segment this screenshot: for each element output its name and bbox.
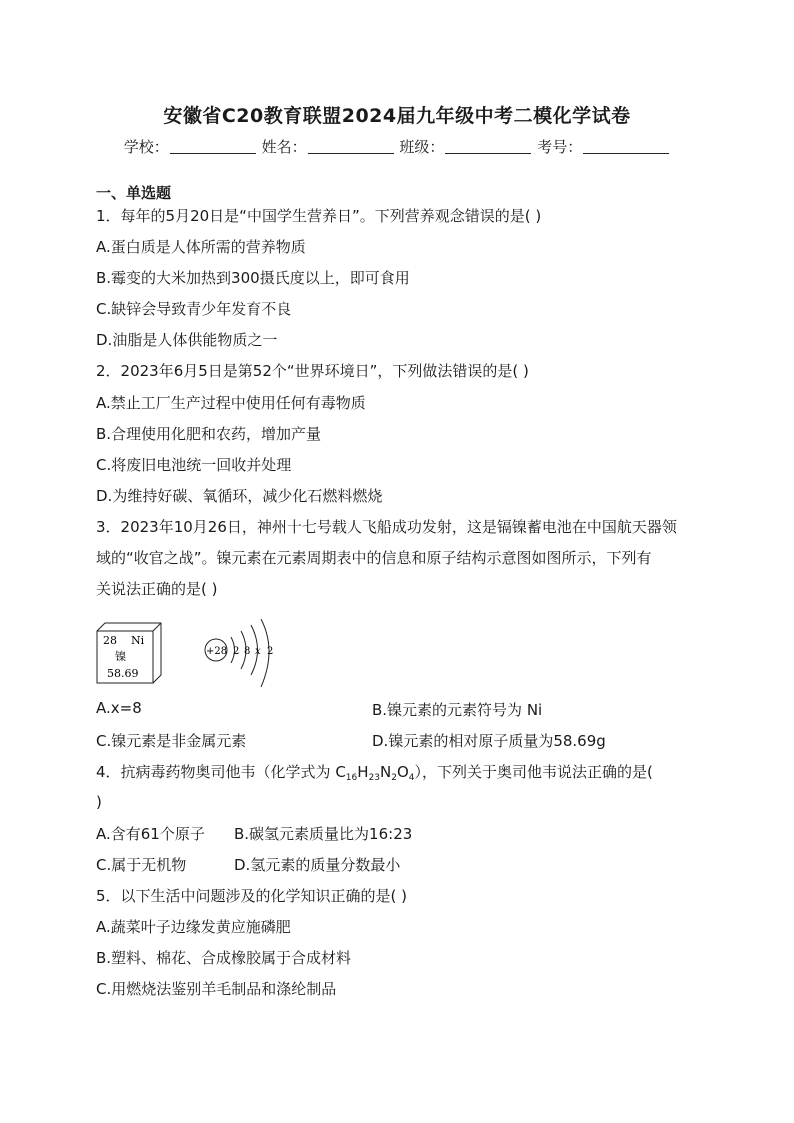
student-info-line [0,136,794,157]
q2-stem: 2．2023年6月5日是第52个“世界环境日”，下列做法错误的是( ) [96,362,529,380]
q5-option-c: C.用燃烧法鉴别羊毛制品和涤纶制品 [96,980,337,998]
q3-options-row1 [96,699,706,717]
q3-option-b: B.镍元素的元素符号为 Ni [372,701,543,719]
q1-option-b: B.霉变的大米加热到300摄氏度以上，即可食用 [96,269,410,287]
periodic-cell [97,623,161,683]
q3-option-a: A.x=8 [96,699,142,717]
q4-stem-pre: 4．抗病毒药物奥司他韦（化学式为 C [96,763,346,781]
q4-sub-h: 23 [368,773,380,783]
q4-option-d: D.氢元素的质量分数最小 [234,856,401,874]
nickel-figure [93,619,293,691]
q2-option-a: A.禁止工厂生产过程中使用任何有毒物质 [96,394,366,412]
q5-stem: 5．以下生活中问题涉及的化学知识正确的是( ) [96,887,408,905]
q4-stem-post: ），下列关于奥司他韦说法正确的是( [414,763,653,781]
q3-options-row2 [96,730,706,751]
q4-h: H [357,763,369,781]
q1-stem: 1．每年的5月20日是“中国学生营养日”。下列营养观念错误的是( ) [96,207,542,225]
class-blank[interactable] [445,139,531,154]
name-label: 姓名： [261,138,307,156]
q1-option-a: A.蛋白质是人体所需的营养物质 [96,238,306,256]
q3-stem-line3: 关说法正确的是( ) [96,580,218,598]
school-label: 学校： [123,138,169,156]
q4-option-b: B.碳氢元素质量比为16:23 [234,825,413,843]
q4-stem [96,761,706,783]
element-symbol: Ni [131,634,145,647]
q3-stem-line2: 域的“收官之战”。镍元素在元素周期表中的信息和原子结构示意图如图所示，下列有 [96,549,652,567]
atomic-mass: 58.69 [107,667,139,680]
q4-option-a: A.含有61个原子 [96,825,205,843]
q5-option-b: B.塑料、棉花、合成橡胶属于合成材料 [96,949,352,967]
nuclear-charge: +28 [206,646,228,657]
q4-n: N [379,763,392,781]
shell-2-electrons: 8 [244,646,251,657]
name-blank[interactable] [308,139,394,154]
q2-option-c: C.将废旧电池统一回收并处理 [96,456,292,474]
shell-4-electrons: 2 [267,646,274,657]
q3-option-c: C.镍元素是非金属元素 [96,732,247,750]
atomic-structure [205,619,273,687]
q4-sub-c: 16 [345,773,358,783]
exam-title: 安徽省C20教育联盟2024届九年级中考二模化学试卷 [163,105,631,127]
q5-option-a: A.蔬菜叶子边缘发黄应施磷肥 [96,918,291,936]
id-label: 考号： [537,138,583,156]
q3-option-d: D.镍元素的相对原子质量为58.69g [372,732,606,750]
q2-option-b: B.合理使用化肥和农药，增加产量 [96,425,322,443]
q3-stem-line1: 3．2023年10月26日，神州十七号载人飞船成功发射，这是镉镍蓄电池在中国航天器领 [96,518,677,536]
q1-option-d: D.油脂是人体供能物质之一 [96,331,278,349]
q4-sub-n: 2 [391,773,397,783]
q4-sub-o: 4 [408,773,415,783]
shell-1-electrons: 2 [233,646,240,657]
atomic-number: 28 [103,634,117,647]
q2-option-d: D.为维持好碳、氧循环，减少化石燃料燃烧 [96,487,383,505]
q4-stem-line2: ) [96,793,102,811]
q4-o: O [396,763,409,781]
q1-option-c: C.缺锌会导致青少年发育不良 [96,300,292,318]
school-blank[interactable] [170,139,256,154]
q4-option-c: C.属于无机物 [96,856,187,874]
element-name: 镍 [115,650,126,663]
id-blank[interactable] [583,139,669,154]
shell-3-electrons: x [255,646,261,657]
section-heading: 一、单选题 [96,184,172,202]
q4-options-row1 [96,823,706,844]
class-label: 班级： [399,138,445,156]
q4-options-row2 [96,854,706,875]
